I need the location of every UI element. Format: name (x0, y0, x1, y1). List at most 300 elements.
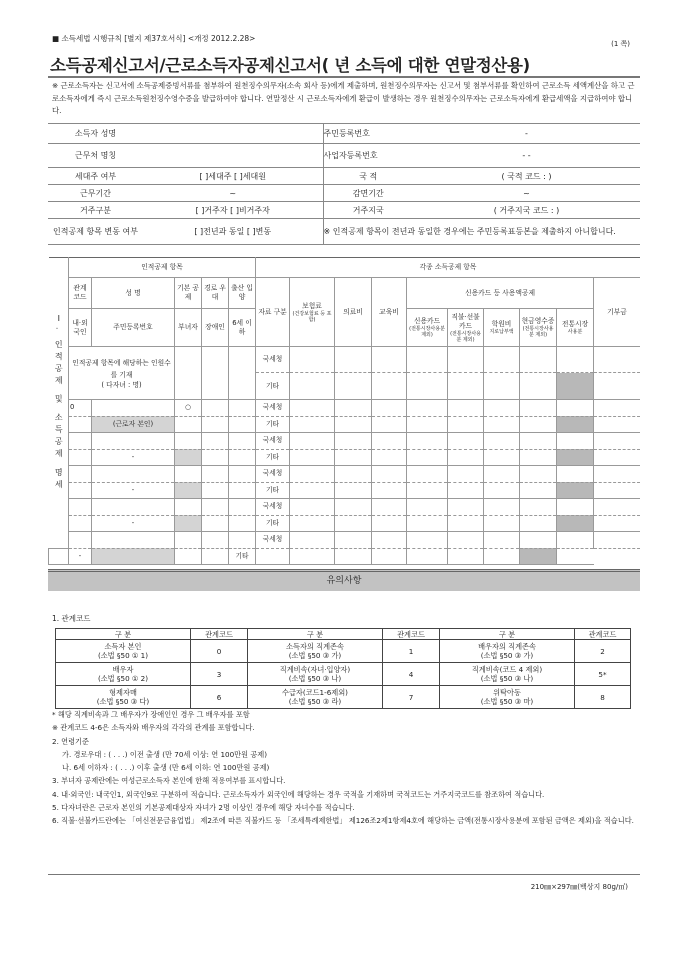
amount-cell[interactable] (407, 466, 448, 483)
relation-category (248, 686, 383, 709)
amount-cell[interactable] (557, 373, 594, 400)
relation-code: 4 (383, 663, 440, 686)
amount-cell[interactable] (557, 515, 594, 532)
amount-cell[interactable] (407, 482, 448, 499)
count-basic[interactable] (175, 347, 202, 400)
amount-cell[interactable] (290, 400, 335, 417)
disabled-cell[interactable] (202, 416, 229, 433)
amount-cell[interactable] (372, 466, 407, 483)
amount-cell[interactable] (290, 548, 335, 565)
resident-id-cell[interactable]: - (92, 515, 175, 532)
amount-cell[interactable] (557, 499, 594, 516)
note-item: 가. 경로우대 : ( . . .) 이전 출생 (만 70세 이상: 연 100만원 공제) (62, 749, 268, 759)
dependent-row-sub (49, 449, 641, 466)
note-item: 5. 다자녀란은 근로자 본인의 기본공제대상자 자녀가 2명 이상인 경우에 해당 자녀수를 적습니다. (52, 803, 355, 813)
amount-cell[interactable] (335, 416, 372, 433)
relation-code-table (55, 628, 631, 709)
col-card-2 (484, 309, 520, 347)
amount-cell[interactable] (557, 347, 594, 373)
source-nts: 국세청 (256, 532, 290, 549)
relation-code: 8 (575, 686, 631, 709)
law-ref: (소법 §50 ① 1) (97, 651, 149, 660)
amount-cell[interactable] (520, 515, 557, 532)
amount-cell[interactable] (448, 532, 484, 549)
amount-cell[interactable] (335, 499, 372, 516)
amount-cell[interactable] (520, 532, 557, 549)
amount-cell[interactable] (290, 482, 335, 499)
note-item: ※ 관계코드 4-6은 소득자와 배우자의 각각의 관계를 포함합니다. (52, 723, 255, 733)
info-label: ※ 인적공제 항목이 전년과 동일한 경우에는 주민등록표등본을 제출하지 아니합니다. (323, 219, 640, 245)
birth-adoption-cell[interactable] (229, 499, 256, 516)
amount-cell[interactable] (290, 433, 335, 450)
amount-cell[interactable] (335, 548, 372, 565)
disabled-cell[interactable] (202, 449, 229, 466)
col-card-3 (520, 309, 557, 347)
amount-cell[interactable] (372, 482, 407, 499)
col-relation-code: 관계 코드 (69, 278, 92, 309)
col-birth-adoption: 출산 입양 (229, 278, 256, 309)
info-value[interactable]: - - (413, 144, 640, 168)
basic-deduction-cell[interactable]: ○ (175, 400, 202, 417)
basic-deduction-cell[interactable] (175, 466, 202, 483)
amount-cell[interactable] (335, 347, 372, 373)
amount-cell[interactable] (407, 515, 448, 532)
notice-relation-code-title: 1. 관계코드 (52, 614, 91, 623)
category-name: 수급자(코드1-6제외) (282, 688, 348, 697)
amount-cell[interactable] (407, 499, 448, 516)
birth-adoption-cell[interactable] (229, 400, 256, 417)
note-item: 4. 내·외국인: 내국인1, 외국인9로 구분하여 적습니다. 근로소득자가 외국인에 해당하는 경우 국적을 기재하며 국적코드는 거주지국코드를 참조하여 적습니다. (52, 789, 545, 799)
col-disabled: 장애인 (202, 309, 229, 347)
law-ref: (소법 §50 ③ 가) (288, 651, 342, 660)
nationality-cell[interactable] (69, 515, 92, 532)
source-other: 기타 (256, 482, 290, 499)
info-value[interactable]: ( 국적 코드 : ) (413, 168, 640, 185)
footer-divider (48, 874, 640, 875)
law-ref: (소법 §50 ③ 라) (288, 697, 342, 706)
amount-cell[interactable] (372, 416, 407, 433)
disabled-cell[interactable] (202, 482, 229, 499)
disabled-cell[interactable] (202, 515, 229, 532)
category-name: 배우자 (112, 665, 134, 674)
info-value[interactable]: [ ]세대주 [ ]세대원 (143, 168, 323, 185)
form-title: 소득공제신고서/근로소득자공제신고서( 년 소득에 대한 연말정산용) (50, 56, 530, 75)
amount-cell[interactable] (557, 532, 594, 549)
amount-cell[interactable] (448, 482, 484, 499)
amount-cell[interactable] (290, 416, 335, 433)
income-deduction-header: 각종 소득공제 항목 (256, 258, 640, 278)
amount-cell[interactable] (372, 532, 407, 549)
col-card-header: 신용카드 등 사용액공제 (407, 278, 594, 309)
code-row (56, 640, 631, 663)
amount-cell[interactable] (520, 449, 557, 466)
category-name: 직계비속(자녀·입양자) (279, 665, 351, 674)
under6-cell[interactable] (229, 482, 256, 499)
resident-id-cell[interactable]: - (69, 548, 92, 565)
info-value[interactable]: - (413, 124, 640, 144)
amount-cell[interactable] (557, 482, 594, 499)
source-other: 기타 (256, 373, 290, 400)
amount-cell[interactable] (520, 373, 557, 400)
amount-cell[interactable] (594, 449, 640, 466)
info-value[interactable]: ( 거주지국 코드 : ) (413, 202, 640, 219)
col-senior: 경로 우대 (202, 278, 229, 309)
col-data-type: 자료 구분 (256, 278, 290, 347)
birth-adoption-cell[interactable] (229, 433, 256, 450)
headcount-note (69, 347, 175, 400)
card-col-sub: 사용분 (567, 329, 583, 335)
taxpayer-info-table (48, 123, 640, 245)
amount-cell[interactable] (335, 482, 372, 499)
info-row (48, 124, 640, 144)
amount-cell[interactable] (407, 373, 448, 400)
basic-deduction-cell[interactable] (175, 499, 202, 516)
amount-cell[interactable] (520, 416, 557, 433)
amount-cell[interactable] (372, 515, 407, 532)
relation-code: 5* (575, 663, 631, 686)
basic-deduction-cell[interactable] (175, 433, 202, 450)
amount-cell[interactable] (484, 482, 520, 499)
amount-cell[interactable] (335, 449, 372, 466)
relation-code-cell[interactable] (69, 433, 92, 450)
info-value[interactable]: ~ (413, 185, 640, 202)
senior-cell[interactable] (202, 400, 229, 417)
under6-cell[interactable] (229, 449, 256, 466)
dependent-row (49, 466, 641, 483)
col-resident-id: 주민등록번호 (92, 309, 175, 347)
card-col-label: 학원비 (491, 320, 512, 328)
code-header-row (56, 629, 631, 640)
relation-category (440, 663, 575, 686)
amount-cell[interactable] (484, 466, 520, 483)
relation-category (56, 640, 191, 663)
resident-id-cell[interactable]: - (92, 449, 175, 466)
woman-cell[interactable] (175, 482, 202, 499)
amount-cell[interactable] (594, 482, 640, 499)
woman-cell[interactable] (92, 548, 175, 565)
dependent-row (49, 532, 641, 549)
woman-cell[interactable] (175, 416, 202, 433)
title-divider (48, 76, 640, 78)
amount-cell[interactable] (484, 400, 520, 417)
under6-cell[interactable] (229, 416, 256, 433)
name-cell[interactable] (92, 466, 175, 483)
dependent-row (49, 433, 641, 450)
amount-cell[interactable] (594, 499, 640, 516)
amount-cell[interactable] (290, 499, 335, 516)
col-nationality: 내·외 국인 (69, 309, 92, 347)
amount-cell[interactable] (290, 373, 335, 400)
amount-cell[interactable] (290, 532, 335, 549)
info-label: 거주구분 (48, 202, 143, 219)
source-nts: 국세청 (256, 499, 290, 516)
amount-cell[interactable] (407, 400, 448, 417)
amount-cell[interactable] (594, 400, 640, 417)
category-name: 소득자 본인 (104, 642, 142, 651)
amount-cell[interactable] (372, 433, 407, 450)
col-under6: 6세 이하 (229, 309, 256, 347)
relation-code-cell[interactable] (69, 532, 92, 549)
amount-cell[interactable] (520, 548, 557, 565)
info-label: 사업자등록번호 (323, 144, 413, 168)
col-medical: 의료비 (335, 278, 372, 347)
relation-code: 6 (191, 686, 248, 709)
senior-cell[interactable] (202, 433, 229, 450)
amount-cell[interactable] (448, 416, 484, 433)
note-item: 나. 6세 이하자 : ( . . .) 이후 출생 (만 6세 이하: 연 100만원 공제) (62, 763, 270, 773)
amount-cell[interactable] (448, 373, 484, 400)
col-card-0 (407, 309, 448, 347)
amount-cell[interactable] (407, 532, 448, 549)
dependent-row (49, 499, 641, 516)
law-ref: (소법 §50 ③ 다) (96, 697, 150, 706)
category-name: 소득자의 직계존속 (286, 642, 344, 651)
category-header: 구 분 (248, 629, 383, 640)
amount-cell[interactable] (448, 548, 484, 565)
amount-cell[interactable] (448, 433, 484, 450)
info-row (48, 185, 640, 202)
amount-cell[interactable] (335, 373, 372, 400)
amount-cell[interactable] (407, 433, 448, 450)
source-nts: 국세청 (256, 466, 290, 483)
info-row (48, 144, 640, 168)
relation-code: 3 (191, 663, 248, 686)
code-header: 관계코드 (575, 629, 631, 640)
info-value[interactable] (143, 124, 323, 144)
amount-cell[interactable] (448, 400, 484, 417)
amount-cell[interactable] (484, 449, 520, 466)
amount-cell[interactable] (557, 466, 594, 483)
relation-category (56, 663, 191, 686)
children-count[interactable]: ( 다자녀 : 명) (101, 380, 142, 389)
amount-cell[interactable] (290, 515, 335, 532)
resident-id-cell[interactable]: (근로자 본인) (92, 416, 175, 433)
amount-cell[interactable] (557, 449, 594, 466)
info-label: 국 적 (323, 168, 413, 185)
nationality-cell[interactable] (49, 548, 69, 565)
amount-cell[interactable] (290, 466, 335, 483)
amount-cell[interactable] (594, 532, 640, 549)
relation-category (248, 663, 383, 686)
law-ref: (소법 §50 ③ 나) (288, 674, 342, 683)
note-item: 3. 부녀자 공제란에는 여성근로소득자 본인에 한해 적용여부를 표시합니다. (52, 776, 286, 786)
dependent-row (49, 400, 641, 417)
headcount-label: 인적공제 항목에 해당하는 인원수를 기재 (72, 358, 171, 379)
relation-code: 7 (383, 686, 440, 709)
relation-code: 1 (383, 640, 440, 663)
relation-category (248, 640, 383, 663)
section-label: Ⅰ. 인적공제 및 소득공제 명세 (49, 258, 69, 549)
dependent-row-sub (49, 548, 641, 565)
law-ref: (소법 §50 ③ 나) (480, 674, 534, 683)
amount-cell[interactable] (407, 548, 448, 565)
amount-cell[interactable] (335, 433, 372, 450)
info-row (48, 219, 640, 245)
amount-cell[interactable] (448, 499, 484, 516)
count-birth[interactable] (229, 347, 256, 400)
law-ref: (소법 §50 ③ 마) (480, 697, 534, 706)
notes-list (52, 708, 642, 828)
source-other: 기타 (256, 416, 290, 433)
relation-category (440, 686, 575, 709)
birth-adoption-cell[interactable] (229, 466, 256, 483)
col-card-1 (448, 309, 484, 347)
amount-cell[interactable] (594, 515, 640, 532)
amount-cell[interactable] (335, 515, 372, 532)
code-header: 관계코드 (383, 629, 440, 640)
name-cell[interactable] (92, 532, 175, 549)
amount-cell[interactable] (594, 347, 640, 373)
form-reference: ■ 소득세법 시행규칙 [별지 제37호서식] <개정 2012.2.28> (52, 34, 256, 43)
amount-cell[interactable] (520, 482, 557, 499)
card-col-sub: 지로납부액 (489, 329, 514, 335)
senior-cell[interactable] (202, 466, 229, 483)
amount-cell[interactable] (484, 416, 520, 433)
amount-cell[interactable] (557, 400, 594, 417)
amount-cell[interactable] (372, 499, 407, 516)
personal-deduction-header: 인적공제 항목 (69, 258, 256, 278)
relation-code-cell[interactable] (69, 466, 92, 483)
amount-cell[interactable] (335, 400, 372, 417)
amount-cell[interactable] (520, 347, 557, 373)
amount-cell[interactable] (372, 400, 407, 417)
amount-cell[interactable] (520, 400, 557, 417)
category-name: 배우자의 직계존속 (478, 642, 536, 651)
nationality-cell[interactable] (69, 416, 92, 433)
resident-id-cell[interactable]: - (92, 482, 175, 499)
basic-deduction-cell[interactable] (175, 532, 202, 549)
amount-cell[interactable] (594, 433, 640, 450)
amount-cell[interactable] (407, 449, 448, 466)
card-col-label: 신용카드 (413, 317, 441, 325)
amount-cell[interactable] (372, 449, 407, 466)
code-row (56, 686, 631, 709)
amount-cell[interactable] (594, 466, 640, 483)
relation-code-cell[interactable] (69, 499, 92, 516)
amount-cell[interactable] (557, 433, 594, 450)
source-other: 기타 (256, 449, 290, 466)
amount-cell[interactable] (290, 347, 335, 373)
amount-cell[interactable] (557, 416, 594, 433)
category-name: 형제자매 (109, 688, 137, 697)
category-name: 위탁아동 (493, 688, 521, 697)
amount-cell[interactable] (484, 515, 520, 532)
card-col-sub: (전통시장사용분 제외) (450, 330, 481, 343)
source-nts: 국세청 (256, 400, 290, 417)
amount-cell[interactable] (448, 466, 484, 483)
amount-cell[interactable] (520, 433, 557, 450)
info-label: 주민등록번호 (323, 124, 413, 144)
amount-cell[interactable] (448, 449, 484, 466)
info-value[interactable] (143, 144, 323, 168)
amount-cell[interactable] (594, 373, 640, 400)
info-label: 감면기간 (323, 185, 413, 202)
page-number: (1 쪽) (611, 40, 630, 48)
col-name: 성 명 (92, 278, 175, 309)
dependent-row-sub (49, 515, 641, 532)
name-cell[interactable] (92, 400, 175, 417)
amount-cell[interactable] (335, 532, 372, 549)
col-education: 교육비 (372, 278, 407, 347)
name-cell[interactable] (92, 433, 175, 450)
amount-cell[interactable] (335, 466, 372, 483)
info-row (48, 202, 640, 219)
woman-cell[interactable] (175, 515, 202, 532)
senior-cell[interactable] (202, 499, 229, 516)
nationality-cell[interactable] (69, 482, 92, 499)
relation-code: 0 (191, 640, 248, 663)
card-col-sub: (전통시장사용분 제외) (409, 326, 445, 338)
amount-cell[interactable] (484, 548, 520, 565)
name-cell[interactable] (92, 499, 175, 516)
info-value[interactable]: ~ (143, 185, 323, 202)
col-card-4 (557, 309, 594, 347)
intro-note: ※ 근로소득자는 신고서에 소득공제증빙서류를 첨부하여 원천징수의무자(소속 회사 등)에게 제출하며, 원천징수의무자는 신고서 및 첨부서류를 확인하여 근로소득 세액계산을 하고 근로소득자에게 즉시 근로소득원천징수영수증을 발급하여야 합니다. 연말정산 시 근로소득자에게 환급이 발생하는 경우 원천징수의무자는 근로소득자에게 환급세액을 지급하여야 합니다. (52, 81, 635, 115)
under6-cell[interactable] (202, 548, 229, 565)
info-label: 근무기간 (48, 185, 143, 202)
info-label: 거주지국 (323, 202, 413, 219)
info-value[interactable]: [ ]전년과 동일 [ ]변동 (143, 219, 323, 245)
senior-cell[interactable] (202, 532, 229, 549)
category-header: 구 분 (440, 629, 575, 640)
notice-header: 유의사항 (48, 569, 640, 591)
amount-cell[interactable] (372, 347, 407, 373)
amount-cell[interactable] (557, 548, 594, 565)
amount-cell[interactable] (484, 499, 520, 516)
amount-cell[interactable] (594, 416, 640, 433)
card-col-label: 전통시장 (561, 320, 589, 328)
amount-cell[interactable] (407, 416, 448, 433)
paper-size: 210㎜×297㎜(백상지 80g/㎡) (530, 883, 628, 891)
amount-cell[interactable] (372, 373, 407, 400)
amount-cell[interactable] (372, 548, 407, 565)
amount-cell[interactable] (484, 373, 520, 400)
amount-cell[interactable] (290, 449, 335, 466)
birth-adoption-cell[interactable] (229, 532, 256, 549)
card-col-label: 현금영수증 (521, 317, 555, 325)
disabled-cell[interactable] (175, 548, 202, 565)
info-value[interactable]: [ ]거주자 [ ]비거주자 (143, 202, 323, 219)
amount-cell[interactable] (448, 515, 484, 532)
under6-cell[interactable] (229, 515, 256, 532)
info-label: 세대주 여부 (48, 168, 143, 185)
code-header: 관계코드 (191, 629, 248, 640)
amount-cell[interactable] (407, 347, 448, 373)
relation-code: 2 (575, 640, 631, 663)
source-other: 기타 (256, 515, 290, 532)
insurance-sub: (건강보험료 등 포함) (292, 310, 332, 323)
info-label: 인적공제 항목 변동 여부 (48, 219, 143, 245)
dependent-row-sub (49, 416, 641, 433)
amount-cell[interactable] (256, 548, 290, 565)
amount-cell[interactable] (520, 499, 557, 516)
count-senior[interactable] (202, 347, 229, 400)
nationality-cell[interactable] (69, 449, 92, 466)
col-donation: 기부금 (594, 278, 640, 347)
amount-cell[interactable] (448, 347, 484, 373)
amount-cell[interactable] (484, 347, 520, 373)
note-item: * 해당 직계비속과 그 배우자가 장애인인 경우 그 배우자를 포함 (52, 710, 250, 719)
woman-cell[interactable] (175, 449, 202, 466)
info-label: 근무처 명칭 (48, 144, 143, 168)
amount-cell[interactable] (520, 466, 557, 483)
note-item: 2. 연령기준 (52, 736, 89, 746)
relation-code-cell[interactable]: 0 (69, 400, 92, 417)
category-name: 직계비속(코드 4 제외) (471, 665, 543, 674)
amount-cell[interactable] (484, 532, 520, 549)
amount-cell[interactable] (484, 433, 520, 450)
code-row (56, 663, 631, 686)
